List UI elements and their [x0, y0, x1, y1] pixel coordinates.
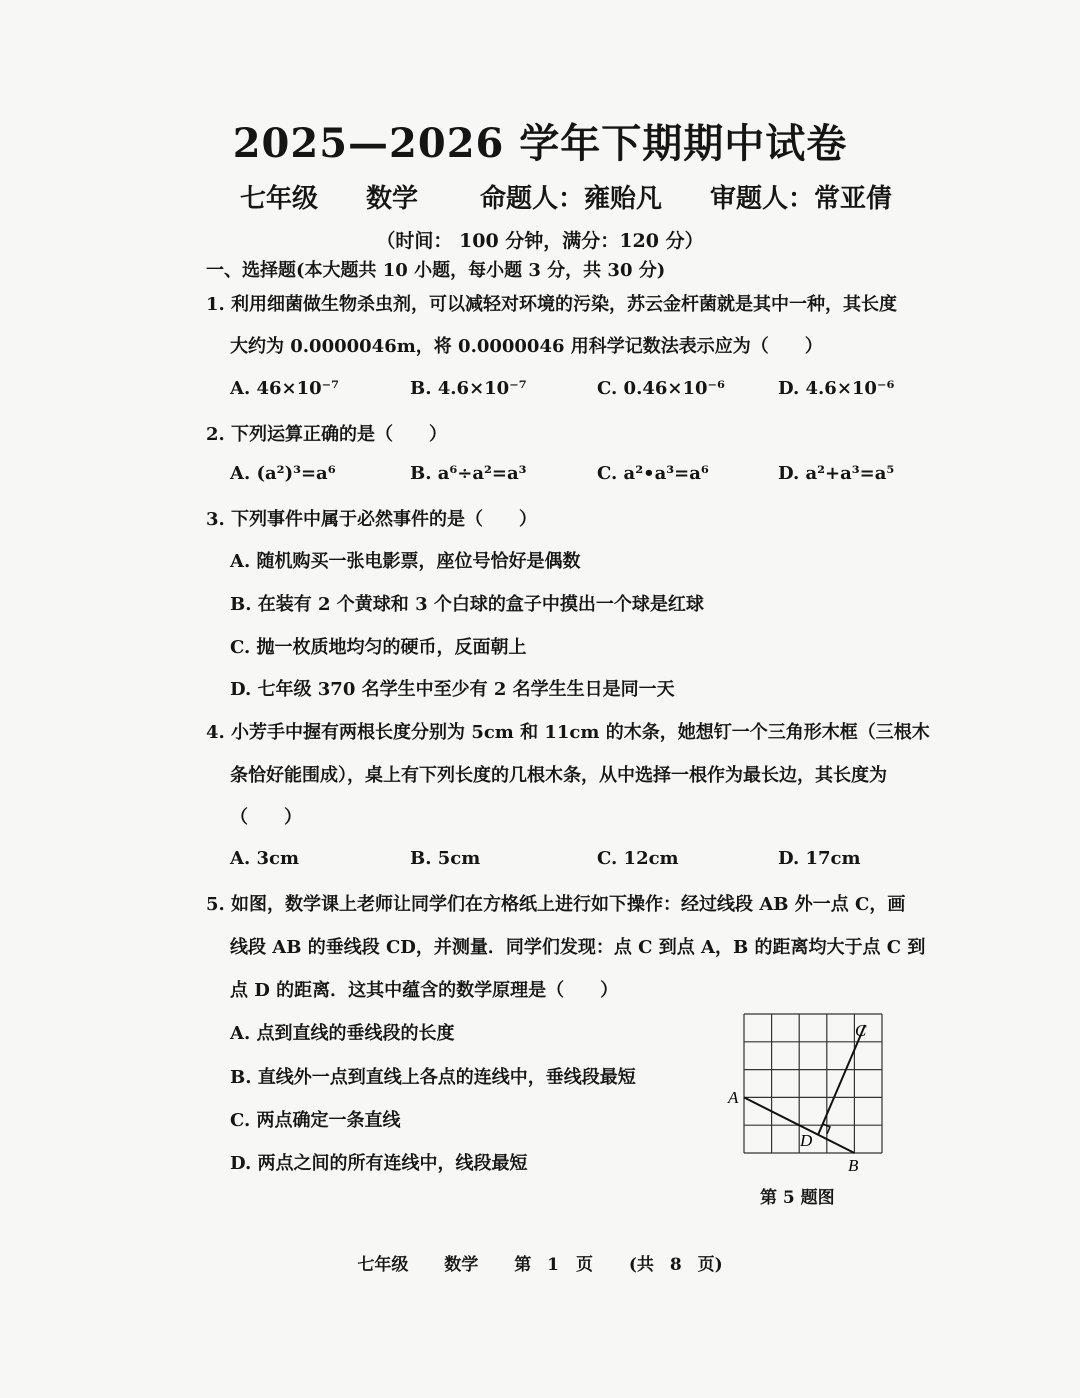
q3-line1: 3. 下列事件中属于必然事件的是（ ） [206, 509, 538, 530]
q5-line1: 5. 如图，数学课上老师让同学们在方格纸上进行如下操作：经过线段 AB 外一点 C，画 [206, 894, 906, 915]
q5-option-c: C. 两点确定一条直线 [230, 1110, 401, 1131]
time-info: （时间： 100 分钟，满分：120 分） [376, 230, 704, 252]
footer-total: (共 8 页) [628, 1255, 723, 1275]
q3-option-d: D. 七年级 370 名学生中至少有 2 名学生生日是同一天 [230, 679, 675, 700]
q2-option-d: D. a²+a³=a⁵ [778, 463, 895, 484]
label-d: D [800, 1131, 813, 1150]
q1-option-a: A. 46×10⁻⁷ [230, 378, 340, 399]
q1-line2: 大约为 0.0000046m，将 0.0000046 用科学记数法表示应为（ ） [230, 336, 823, 357]
footer-grade: 七年级 [357, 1255, 409, 1275]
page-footer [0, 1250, 1080, 1275]
label-b: B [848, 1156, 859, 1175]
q1-option-c: C. 0.46×10⁻⁶ [597, 378, 725, 399]
q4-option-a: A. 3cm [230, 848, 300, 869]
figure-caption: 第 5 题图 [760, 1188, 835, 1208]
q2-option-c: C. a²•a³=a⁶ [597, 463, 709, 484]
q4-line1: 4. 小芳手中握有两根长度分别为 5cm 和 11cm 的木条，她想钉一个三角形木框（三根木 [206, 722, 930, 743]
q4-line2: 条恰好能围成），桌上有下列长度的几根木条，从中选择一根作为最长边，其长度为 [230, 765, 887, 786]
q2-line1: 2. 下列运算正确的是（ ） [206, 424, 448, 445]
q4-option-b: B. 5cm [410, 848, 481, 869]
section-heading: 一、选择题(本大题共 10 小题，每小题 3 分，共 30 分) [206, 260, 666, 281]
q5-line2: 线段 AB 的垂线段 CD，并测量．同学们发现：点 C 到点 A，B 的距离均大于点 C 到 [230, 937, 926, 958]
label-a: A [728, 1088, 739, 1107]
author-label: 命题人：雍贻凡 [480, 184, 663, 214]
reviewer-label: 审题人：常亚倩 [710, 184, 893, 214]
q5-grid-figure [722, 1008, 892, 1178]
subject-label: 数学 [366, 184, 419, 214]
grade-label: 七年级 [240, 184, 319, 214]
q3-option-c: C. 抛一枚质地均匀的硬币，反面朝上 [230, 637, 527, 658]
q5-line3: 点 D 的距离．这其中蕴含的数学原理是（ ） [230, 980, 619, 1001]
q2-option-b: B. a⁶÷a²=a³ [410, 463, 527, 484]
label-c: C [855, 1021, 867, 1040]
q4-line3: （ ） [230, 807, 302, 828]
q3-option-b: B. 在装有 2 个黄球和 3 个白球的盒子中摸出一个球是红球 [230, 594, 704, 615]
q5-option-a: A. 点到直线的垂线段的长度 [230, 1023, 455, 1044]
exam-title: 2025—2026 学年下期期中试卷 [232, 120, 848, 167]
q3-option-a: A. 随机购买一张电影票，座位号恰好是偶数 [230, 551, 581, 572]
q5-option-d: D. 两点之间的所有连线中，线段最短 [230, 1153, 528, 1174]
q2-option-a: A. (a²)³=a⁶ [230, 463, 336, 484]
q1-line1: 1. 利用细菌做生物杀虫剂，可以减轻对环境的污染，苏云金杆菌就是其中一种，其长度 [206, 294, 898, 315]
q1-option-d: D. 4.6×10⁻⁶ [778, 378, 895, 399]
footer-subject: 数学 [444, 1255, 479, 1275]
q1-option-b: B. 4.6×10⁻⁷ [410, 378, 527, 399]
q4-option-c: C. 12cm [597, 848, 679, 869]
q5-option-b: B. 直线外一点到直线上各点的连线中，垂线段最短 [230, 1067, 636, 1088]
q4-option-d: D. 17cm [778, 848, 861, 869]
footer-page: 第 1 页 [514, 1255, 593, 1275]
